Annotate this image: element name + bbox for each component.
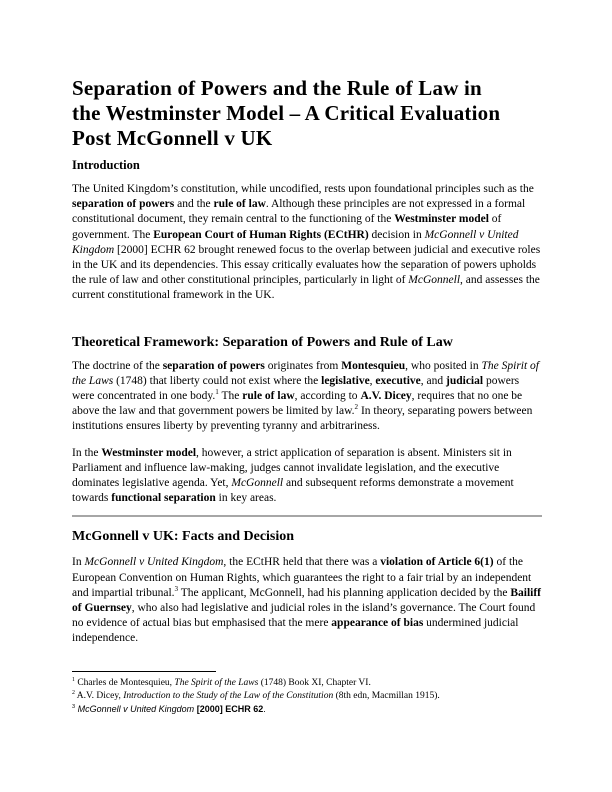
paragraph-introduction: The United Kingdom’s constitution, while uncodified, rests upon foundational principles such as the separation of powers and the rule of law. Although these principles are not expressed in a formal constitutional document, they remain central to the functioning of the Westminster model of government. The European Court of Human Rights (ECtHR) decision in McGonnell v United Kingdom [2000] ECHR 62 brought renewed focus to the overlap between judicial and executive roles in the UK and its dependencies. This essay critically evaluates how the separation of powers upholds the rule of law and other constitutional principles, particularly in light of McGonnell, and assesses the current constitutional framework in the UK. bbox=[72, 183, 541, 302]
document-body bbox=[72, 0, 542, 647]
paragraph-mcgonnell-facts: In McGonnell v United Kingdom, the ECtHR held that there was a violation of Article 6(1) of the European Convention on Human Rights, which guarantees the right to a fair trial by an independent and impartial tribunal.$^3$ The applicant, McGonnell, had his planning application decided by the Bailiff of Guernsey, who also had legislative and judicial roles in the island’s governance. The Court found no evidence of actual bias but emphasised that the mere appearance of bias undermined judicial independence. bbox=[72, 556, 541, 645]
document-title bbox=[72, 76, 542, 151]
section-heading-theoretical-framework: Theoretical Framework: Separation of Powers and Rule of Law bbox=[72, 334, 453, 350]
footnote-separator bbox=[72, 671, 216, 672]
section-heading-mcgonnell-facts: McGonnell v UK: Facts and Decision bbox=[72, 529, 295, 545]
footnotes-area bbox=[72, 671, 542, 717]
title-line-3: Post McGonnell v UK bbox=[72, 126, 273, 150]
title-line-1: Separation of Powers and the Rule of Law in bbox=[72, 76, 482, 100]
footnote-2: $^2$ A.V. Dicey, Introduction to the Study of the Law of the Constitution (8th edn, Macmillan 1915). bbox=[72, 690, 440, 702]
heading-introduction: Introduction bbox=[72, 158, 140, 172]
footnote-1: $^1$ Charles de Montesquieu, The Spirit of the Laws (1748) Book XI, Chapter VI. bbox=[72, 676, 371, 688]
paragraph-theory-1: The doctrine of the separation of powers originates from Montesquieu, who posited in The Spirit of the Laws (1748) that liberty could not exist where the legislative, executive, and judicial powers were concentrated in one body.$^1$ The rule of law, according to A.V. Dicey, requires that no one be above the law and that government powers be limited by law.$^2$ In theory, separating powers between institutions ensures liberty by preventing tyranny and arbitrariness. bbox=[72, 359, 540, 433]
title-line-2: the Westminster Model – A Critical Evaluation bbox=[72, 101, 501, 125]
section-divider bbox=[72, 515, 542, 517]
paragraph-theory-2: In the Westminster model, however, a strict application of separation is absent. Ministers sit in Parliament and influence law-making, judges cannot invalidate legislation, and the executive dominates legislative agenda. Yet, McGonnell and subsequent reforms demonstrate a movement towards functional separation in key areas. bbox=[72, 446, 514, 505]
footnote-3: $^3$ McGonnell v United Kingdom [2000] ECHR 62. bbox=[72, 704, 266, 715]
